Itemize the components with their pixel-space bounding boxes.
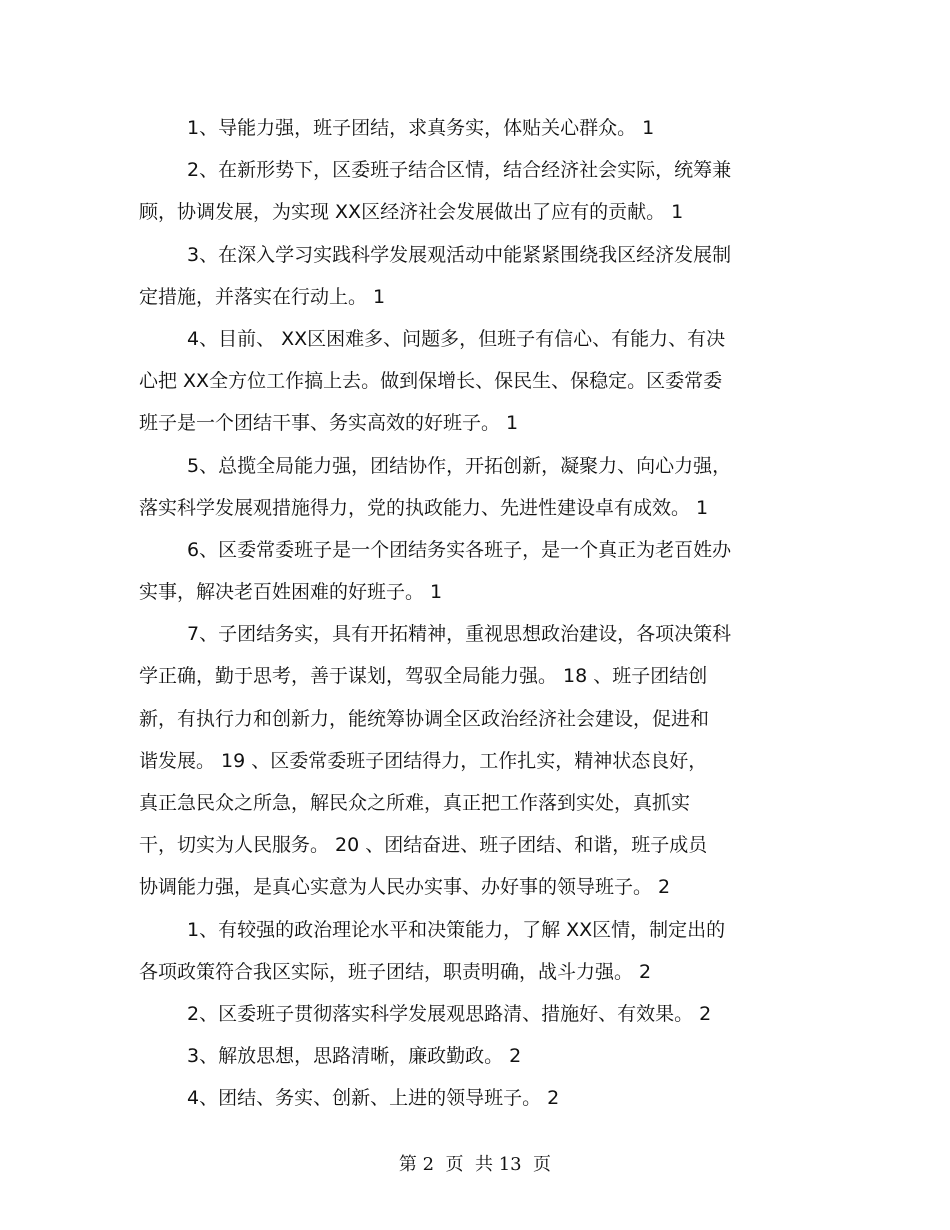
text-line: 5、总揽全局能力强，团结协作，开拓创新，凝聚力、向心力强， (187, 454, 732, 477)
text-line: 各项政策符合我区实际，班子团结，职责明确，战斗力强。 2 (139, 960, 652, 983)
document-body (139, 107, 799, 1120)
text-line: 干，切实为人民服务。 20 、团结奋进、班子团结、和谐，班子成员 (139, 834, 708, 857)
text-line: 4、团结、务实、创新、上进的领导班子。 2 (187, 1087, 560, 1110)
text-line: 实事，解决老百姓困难的好班子。 1 (139, 581, 443, 604)
text-line: 4、目前、 XX区困难多、问题多，但班子有信心、有能力、有决 (187, 327, 726, 350)
text-line: 落实科学发展观措施得力，党的执政能力、先进性建设卓有成效。 1 (139, 496, 709, 519)
text-line: 谐发展。 19 、区委常委班子团结得力，工作扎实，精神状态良好， (139, 749, 708, 772)
text-line: 新，有执行力和创新力，能统筹协调全区政治经济社会建设，促进和 (139, 707, 710, 730)
text-line: 2、在新形势下，区委班子结合区情，结合经济社会实际，统筹兼 (187, 159, 732, 182)
text-line: 班子是一个团结干事、务实高效的好班子。 1 (139, 412, 519, 435)
text-line: 定措施，并落实在行动上。 1 (139, 285, 386, 308)
text-line: 3、在深入学习实践科学发展观活动中能紧紧围绕我区经济发展制 (187, 243, 732, 266)
text-line: 顾，协调发展，为实现 XX区经济社会发展做出了应有的贡献。 1 (139, 201, 684, 224)
text-line: 1、导能力强，班子团结，求真务实，体贴关心群众。 1 (187, 117, 655, 139)
text-line: 6、区委常委班子是一个团结务实各班子，是一个真正为老百姓办 (187, 538, 732, 561)
text-line: 3、解放思想，思路清晰，廉政勤政。 2 (187, 1045, 522, 1068)
page-footer: 第 2 页 共 13 页 (398, 1154, 552, 1175)
text-line: 真正急民众之所急，解民众之所难，真正把工作落到实处，真抓实 (139, 792, 691, 814)
text-line: 7、子团结务实，具有开拓精神，重视思想政治建设，各项决策科 (187, 623, 732, 646)
text-line: 1、有较强的政治理论水平和决策能力，了解 XX区情，制定出的 (187, 918, 726, 941)
text-line: 心把 XX全方位工作搞上去。做到保增长、保民生、保稳定。区委常委 (139, 370, 723, 393)
text-line: 协调能力强，是真心实意为人民办实事、办好事的领导班子。 2 (139, 876, 671, 899)
text-line: 2、区委班子贯彻落实科学发展观思路清、措施好、有效果。 2 (187, 1002, 712, 1025)
text-line: 学正确，勤于思考，善于谋划，驾驭全局能力强。 18 、班子团结创 (139, 665, 708, 688)
